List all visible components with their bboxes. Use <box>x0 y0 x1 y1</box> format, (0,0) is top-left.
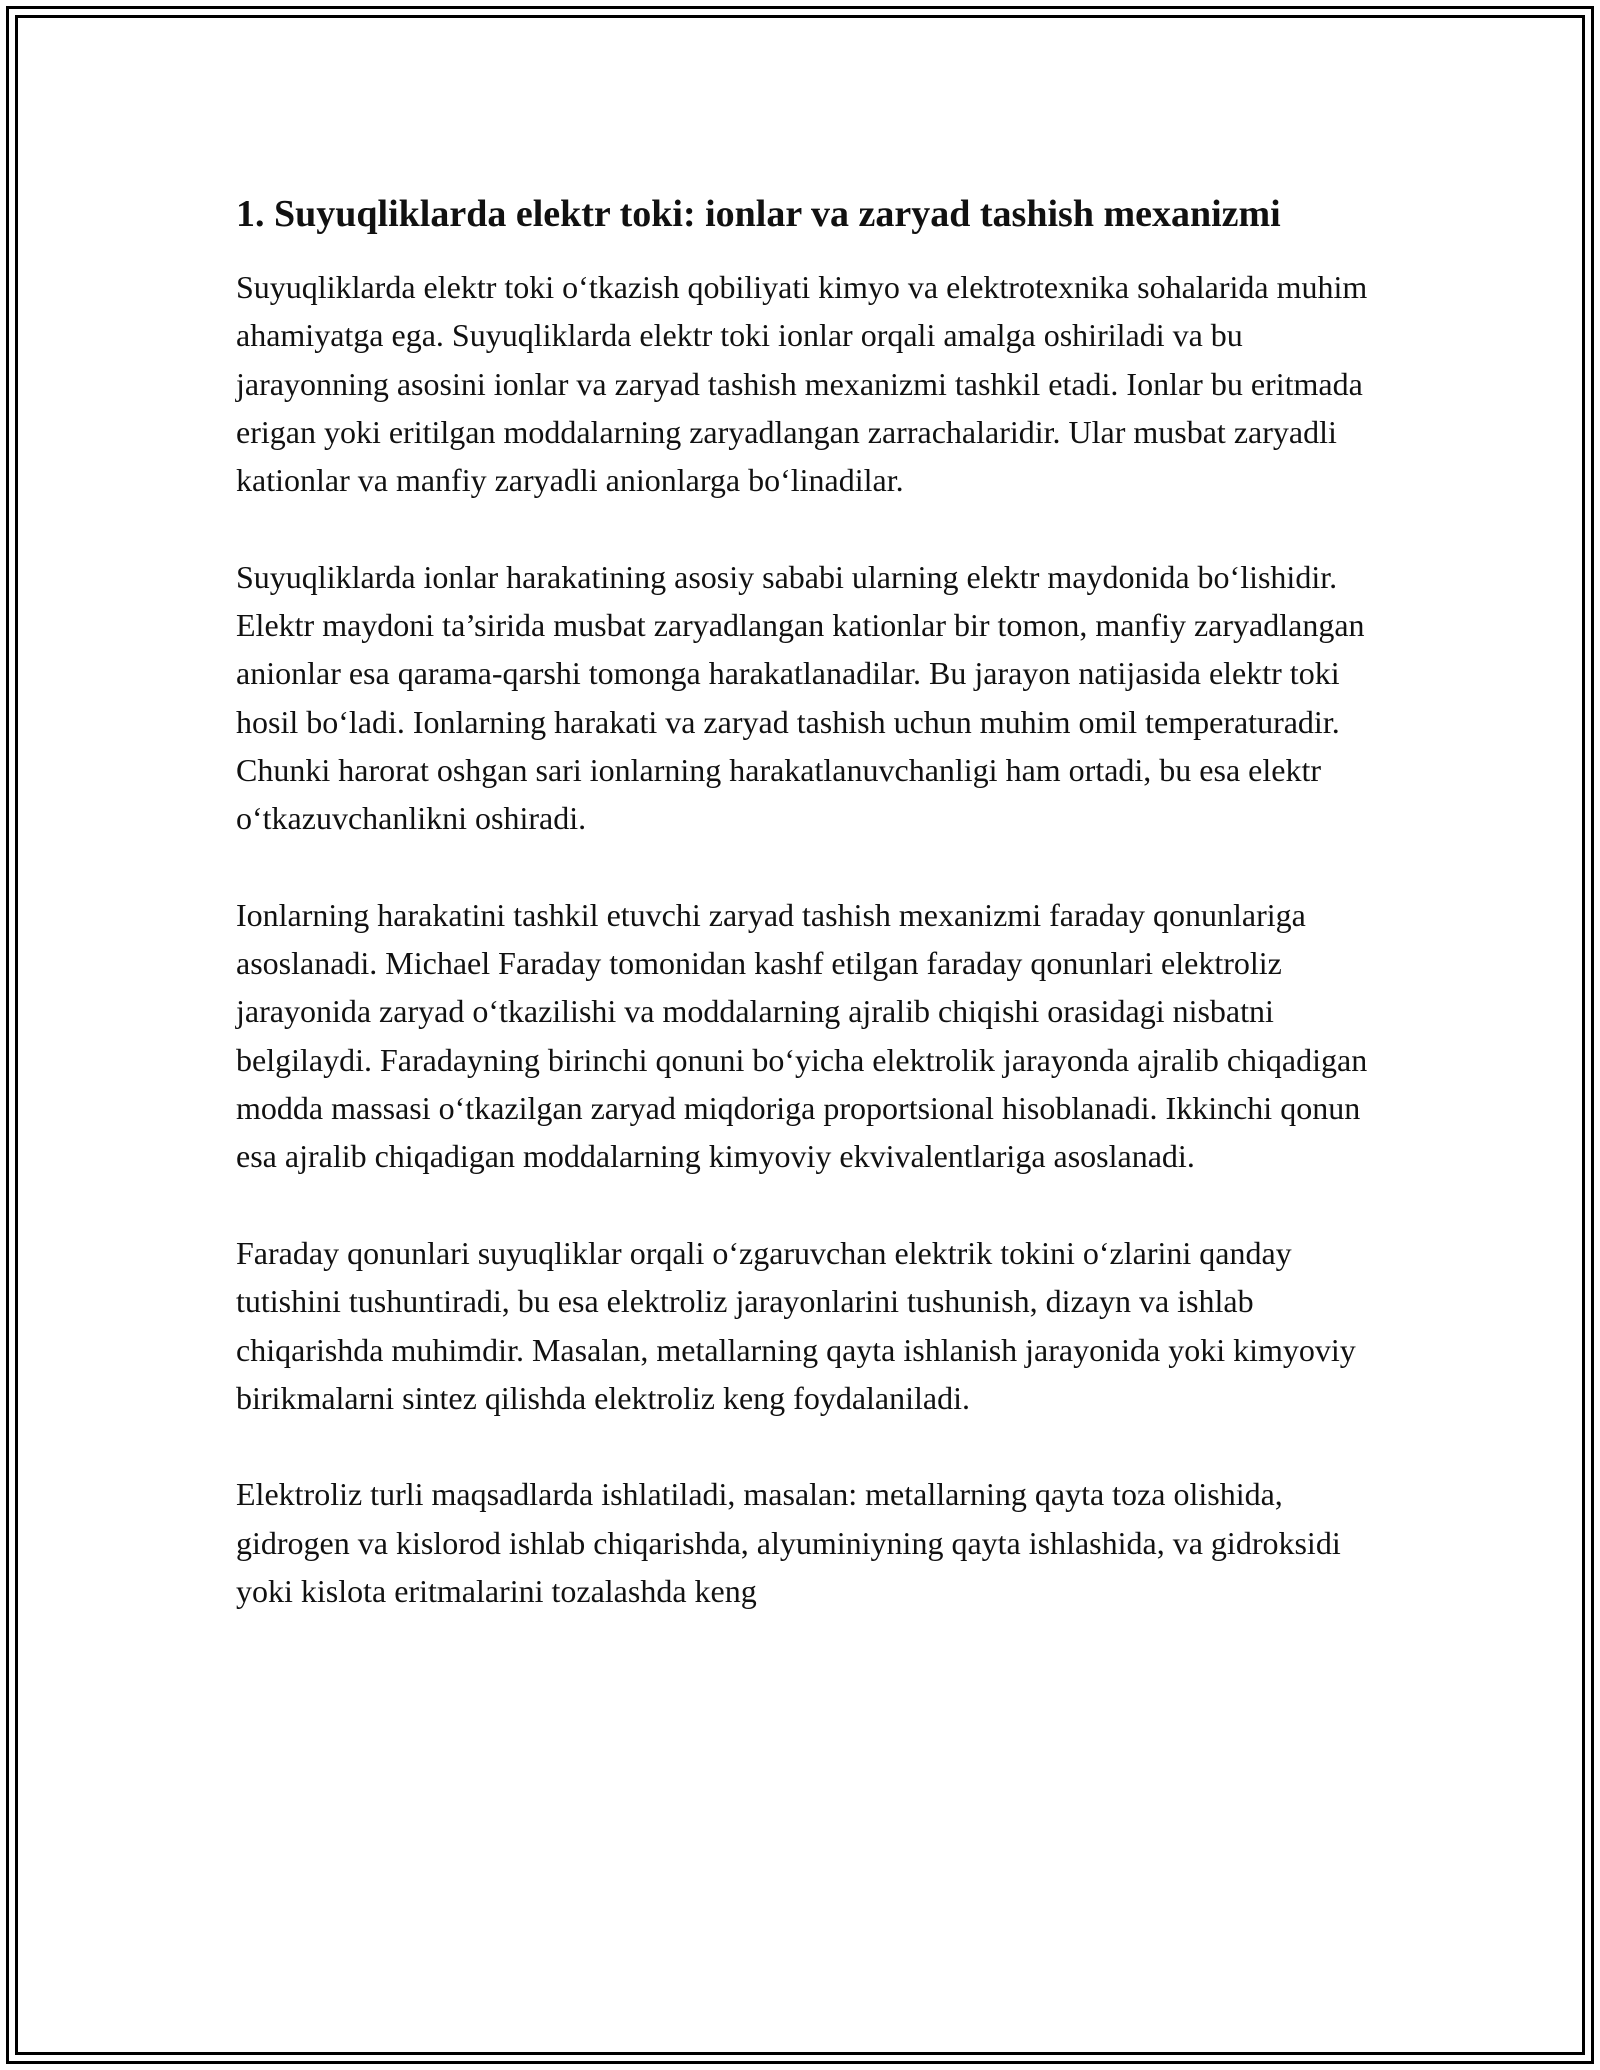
paragraph-2: Suyuqliklarda ionlar harakatining asosiy sababi ularning elektr maydonida bo‘lishidir. Elektr maydoni ta’sirida musbat zaryadlangan kationlar bir tomon, manfiy zaryadlangan anionlar esa qarama-qarshi tomonga harakatlanadilar. Bu jarayon natijasida elektr toki hosil bo‘ladi. Ionlarning harakati va zaryad tashish uchun muhim omil temperaturadir. Chunki harorat oshgan sari ionlarning harakatlanuvchanligi ham ortadi, bu esa elektr o‘tkazuvchanlikni oshiradi. <box>236 558 1365 837</box>
document-body <box>236 186 1386 1615</box>
paragraph-3: Ionlarning harakatini tashkil etuvchi zaryad tashish mexanizmi faraday qonunlariga asoslanadi. Michael Faraday tomonidan kashf etilgan faraday qonunlari elektroliz jarayonida zaryad o‘tkazilishi va moddalarning ajralib chiqishi orasidagi nisbatni belgilaydi. Faradayning birinchi qonuni bo‘yicha elektrolik jarayonda ajralib chiqadigan modda massasi o‘tkazilgan zaryad miqdoriga proportsional hisoblanadi. Ikkinchi qonun esa ajralib chiqadigan moddalarning kimyoviy ekvivalentlariga asoslanadi. <box>236 896 1368 1175</box>
document-title: 1. Suyuqliklarda elektr toki: ionlar va zaryad tashish mexanizmi <box>236 193 1281 235</box>
paragraph-1: Suyuqliklarda elektr toki o‘tkazish qobiliyati kimyo va elektrotexnika sohalarida muhim ahamiyatga ega. Suyuqliklarda elektr toki ionlar orqali amalga oshiriladi va bu jarayonning asosini ionlar va zaryad tashish mexanizmi tashkil etadi. Ionlar bu eritmada erigan yoki eritilgan moddalarning zaryadlangan zarrachalaridir. Ular musbat zaryadli kationlar va manfiy zaryadli anionlarga bo‘linadilar. <box>236 269 1368 499</box>
paragraph-4: Faraday qonunlari suyuqliklar orqali o‘zgaruvchan elektrik tokini o‘zlarini qanday tutishini tushuntiradi, bu esa elektroliz jarayonlarini tushunish, dizayn va ishlab chiqarishda muhimdir. Masalan, metallarning qayta ishlanish jarayonida yoki kimyoviy birikmalarni sintez qilishda elektroliz keng foydalaniladi. <box>236 1234 1356 1416</box>
paragraph-5: Elektroliz turli maqsadlarda ishlatiladi, masalan: metallarning qayta toza olishida, gidrogen va kislorod ishlab chiqarishda, alyuminiyning qayta ishlashida, va gidroksidi yoki kislota eritmalarini tozalashda keng <box>236 1476 1341 1610</box>
